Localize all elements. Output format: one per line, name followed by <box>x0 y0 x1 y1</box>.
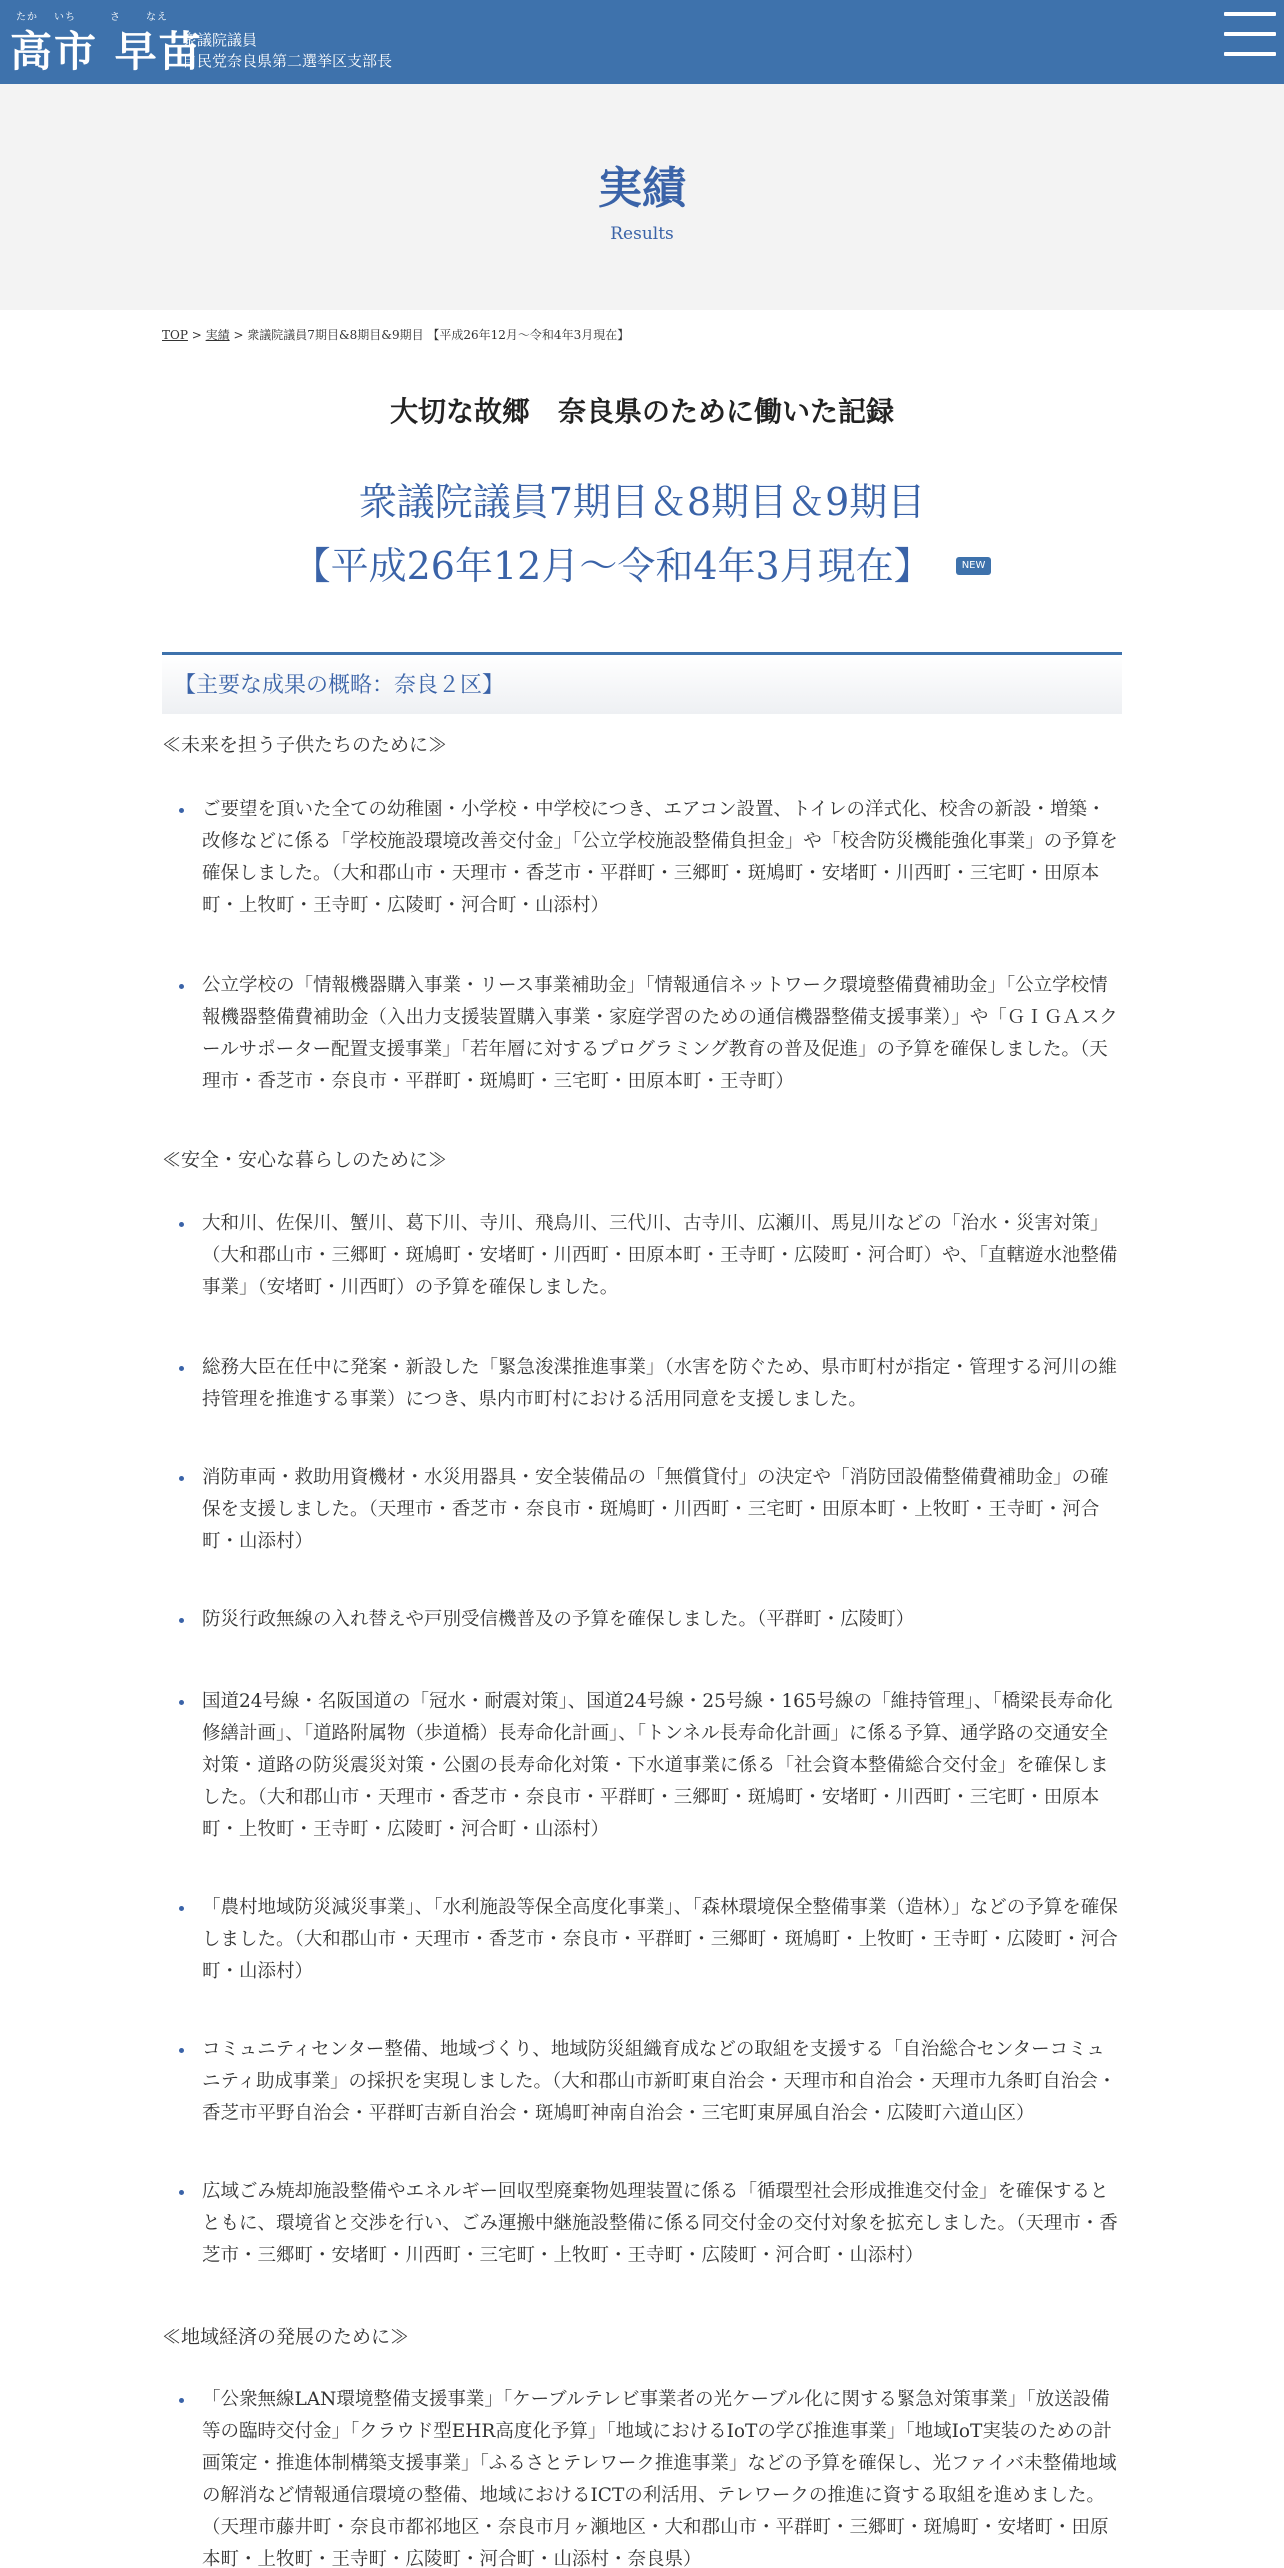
title-branch: 自民党奈良県第二選挙区支部長 <box>182 52 393 70</box>
category-safety: ≪安全・安心な暮らしのために≫ <box>162 1149 448 1171</box>
list-item: ご要望を頂いた全ての幼稚園・小学校・中学校につき、エアコン設置、トイレの洋式化、校舎の新設・増築・改修などに係る「学校施設環境改善交付金」「公立学校施設整備負担金」や「校舎防災機能強化事業」の予算を確保しました。（大和郡山市・天理市・香芝市・平群町・三郷町・斑鳩町・安堵町・川西町・三宅町・田原本町・上牧町・王寺町・広陵町・河合町・山添村） <box>202 794 1122 922</box>
list-item: 「公衆無線LAN環境整備支援事業」「ケーブルテレビ事業者の光ケーブル化に関する緊急対策事業」「放送設備等の臨時交付金」「クラウド型EHR高度化予算」「地域におけるIoTの学び推進事業」「地域IoT実装のための計画策定・推進体制構築支援事業」「ふるさとテレワーク推進事業」などの予算を確保し、光ファイバ未整備地域の解消など情報通信環境の整備、地域におけるICTの利活用、テレワークの推進に資する取組を進めました。（天理市藤井町・奈良市都祁地区・奈良市月ヶ瀬地区・大和郡山市・平群町・三郷町・斑鳩町・安堵町・田原本町・上牧町・王寺町・広陵町・河合町・山添村・奈良県） <box>202 2384 1122 2568</box>
page-title: 実績 <box>598 163 686 214</box>
hamburger-menu-icon[interactable] <box>1224 8 1276 60</box>
breadcrumb-separator: > <box>187 328 206 342</box>
name-ruby-ichi: いち <box>54 12 76 23</box>
term-period: 【平成26年12月〜令和4年3月現在】 <box>292 544 932 588</box>
section-heading: 【主要な成果の概略：奈良２区】 <box>162 652 1122 714</box>
list-item: 総務大臣在任中に発案・新設した「緊急浚渫推進事業」（水害を防ぐため、県市町村が指定・管理する河川の維持管理を推進する事業）につき、県内市町村における活用同意を支援しました。 <box>202 1352 1122 1416</box>
list-item: 公立学校の「情報機器購入事業・リース事業補助金」「情報通信ネットワーク環境整備費補助金」「公立学校情報機器整備費補助金（入出力支援装置購入事業・家庭学習のための通信機器整備支援事業）」や「ＧＩＧＡスクールサポーター配置支援事業」「若年層に対するプログラミング教育の普及促進」の予算を確保しました。（天理市・香芝市・奈良市・平群町・斑鳩町・三宅町・田原本町・王寺町） <box>202 970 1122 1098</box>
lead-heading: 大切な故郷 奈良県のために働いた記録 <box>389 395 894 428</box>
breadcrumb-top-link[interactable]: TOP <box>162 328 188 342</box>
category-economy: ≪地域経済の発展のために≫ <box>162 2326 410 2348</box>
title-position: 衆議院議員 <box>182 31 258 49</box>
page-hero <box>0 84 1284 310</box>
name-ruby-taka: たか <box>16 12 38 23</box>
list-item: 防災行政無線の入れ替えや戸別受信機普及の予算を確保しました。（平群町・広陵町） <box>202 1604 1122 1636</box>
politician-name: 高市 早苗 <box>10 27 203 76</box>
breadcrumb-current: > 衆議院議員7期目&8期目&9期目 【平成26年12月〜令和4年3月現在】 <box>229 328 630 342</box>
page-subtitle: Results <box>610 224 674 244</box>
list-item: コミュニティセンター整備、地域づくり、地域防災組織育成などの取組を支援する「自治総合センターコミュニティ助成事業」の採択を実現しました。（大和郡山市新町東自治会・天理市和自治会・天理市九条町自治会・香芝市平野自治会・平群町吉新自治会・斑鳩町神南自治会・三宅町東屏風自治会・広陵町六道山区） <box>202 2034 1122 2130</box>
name-ruby-sa: さ <box>110 12 121 23</box>
breadcrumb-results-link[interactable]: 実績 <box>205 328 230 342</box>
list-item: 広域ごみ焼却施設整備やエネルギー回収型廃棄物処理装置に係る「循環型社会形成推進交付金」を確保するとともに、環境省と交渉を行い、ごみ運搬中継施設整備に係る同交付金の交付対象を拡充しました。（天理市・香芝市・三郷町・安堵町・川西町・三宅町・上牧町・王寺町・広陵町・河合町・山添村） <box>202 2176 1122 2272</box>
name-ruby-nae: なえ <box>146 12 168 23</box>
politician-titles <box>182 30 392 72</box>
list-item: 大和川、佐保川、蟹川、葛下川、寺川、飛鳥川、三代川、古寺川、広瀬川、馬見川などの「治水・災害対策」（大和郡山市・三郷町・斑鳩町・安堵町・川西町・田原本町・王寺町・広陵町・河合町）や、「直轄遊水池整備事業」（安堵町・川西町）の予算を確保しました。 <box>202 1208 1122 1304</box>
breadcrumb <box>162 326 1122 343</box>
list-item: 「農村地域防災減災事業」、「水利施設等保全高度化事業」、「森林環境保全整備事業（造林）」などの予算を確保しました。（大和郡山市・天理市・香芝市・奈良市・平群町・三郷町・斑鳩町・上牧町・王寺町・広陵町・河合町・山添村） <box>202 1892 1122 1988</box>
term-line-1: 衆議院議員7期目＆8期目＆9期目 <box>358 480 926 524</box>
category-children: ≪未来を担う子供たちのために≫ <box>162 734 448 756</box>
site-header <box>0 0 1284 84</box>
list-item: 消防車両・救助用資機材・水災用器具・安全装備品の「無償貸付」の決定や「消防団設備整備費補助金」の確保を支援しました。（天理市・香芝市・奈良市・斑鳩町・川西町・三宅町・田原本町・上牧町・王寺町・河合町・山添村） <box>202 1462 1122 1558</box>
new-badge: NEW <box>956 557 992 575</box>
term-line-2 <box>162 534 1122 598</box>
list-item: 国道24号線・名阪国道の「冠水・耐震対策」、国道24号線・25号線・165号線の「維持管理」、「橋梁長寿命化修繕計画」、「道路附属物（歩道橋）長寿命化計画」、「トンネル長寿命化計画」に係る予算、通学路の交通安全対策・道路の防災震災対策・公園の長寿命化対策・下水道事業に係る「社会資本整備総合交付金」を確保しました。（大和郡山市・天理市・香芝市・奈良市・平群町・三郷町・斑鳩町・安堵町・川西町・三宅町・田原本町・上牧町・王寺町・広陵町・河合町・山添村） <box>202 1686 1122 1846</box>
term-heading <box>162 470 1122 598</box>
